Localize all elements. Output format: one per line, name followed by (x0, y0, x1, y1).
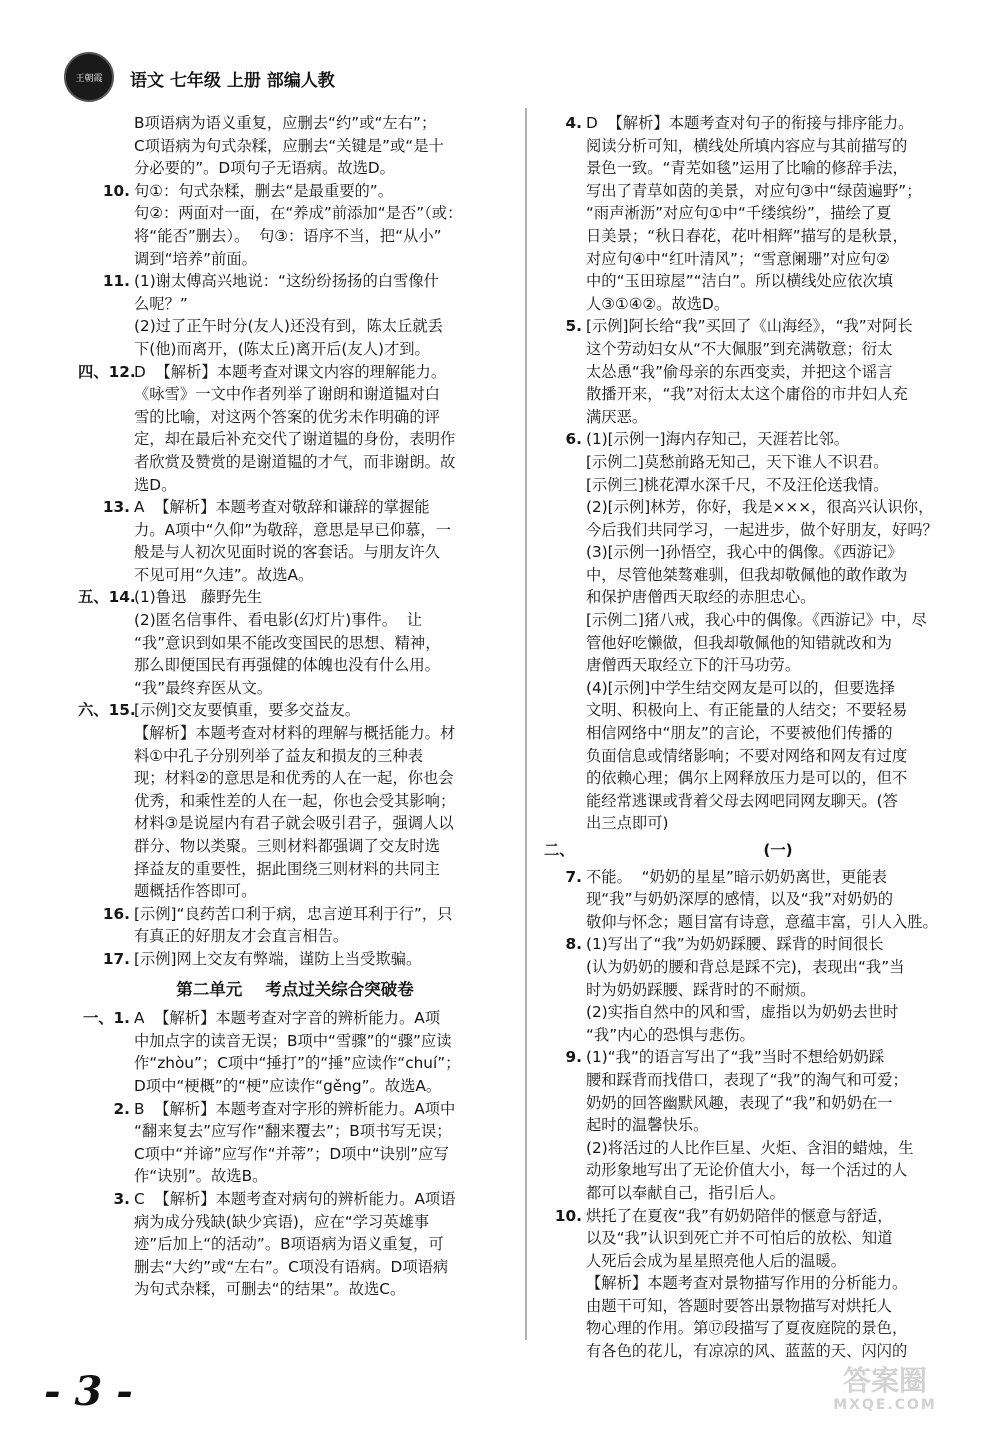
answer-text: C 【解析】本题考查对病句的辨析能力。A项语 病为成分残缺(缺少宾语)，应在“学习英雄事 迹”后加上“的活动”。B项语病为语义重复，可 删去“大约”或“左右”。C项没有语病。D项语病 为句式杂糅，可删去“的结果”。故选C。 (134, 1189, 456, 1299)
answer-text: (1)[示例一]海内存知己，天涯若比邻。 [示例二]莫愁前路无知己，天下谁人不识君。 [示例三]桃花潭水深千尺，不及汪伦送我情。 (2)[示例]林芳，你好，我是×××，很高兴认识你， 今后我们共同学习，一起进步，做个好朋友，好吗？ (3)[示例一]孙悟空，我心中的偶像。《西游记》 中，尽管他桀骜难驯，但我却敬佩他的敢作敢为 和保护唐僧西天取经的赤胆忠心。 [示例二]猪八戒，我心中的偶像。《西游记》中，尽 管他好吃懒做，但我却敬佩他的知错就改和为 唐僧西天取经立下的汗马功劳。 (4)[示例]中学生结交网友是可以的，但要选择 文明、积极向上、有正能量的人结交；不要轻易 相信网络中“朋友”的言论，不要被他们传播的 负面信息或情绪影响；不要对网络和网友有过度 的依赖心理；偶尔上网释放压力是可以的，但不 能经常逃课或背着父母去网吧同网友聊天。(答 出三点即可) (586, 430, 938, 833)
answer-item (78, 1098, 512, 1188)
answer-text: D 【解析】本题考查对句子的衔接与排序能力。 阅读分析可知，横线处所填内容应与其前描写的 景色一致。“青芜如毯”运用了比喻的修辞手法， 写出了青草如茵的美景，对应句③中“绿茵遍野”； “雨声淅沥”对应句①中“千缕缤纷”，描绘了夏 日美景；“秋日春花，花叶相辉”描写的是秋景， 对应句④中“红叶清风”；“雪意阑珊”对应句② 中的“玉田琼屋”“洁白”。所以横线处应依次填 人③①④②。故选D。 (586, 114, 922, 313)
page-header (60, 52, 960, 102)
answer-number: 四、12. (78, 362, 136, 381)
answer-text: [示例]阿长给“我”买回了《山海经》，“我”对阿长 这个劳动妇女从“不大佩服”到充满敬意；衍太 太怂恿“我”偷母亲的东西变卖，并把这个谣言 散播开来，“我”对衍太太这个庸俗的市井妇人充 满厌恶。 (586, 317, 913, 426)
answer-text: B 【解析】本题考查对字形的辨析能力。A项中 “翻来复去”应写作“翻来覆去”；B项书写无误； C项中“并谛”应写作“并蒂”；D项中“诀别”应写 作“诀别”。故选B。 (134, 1099, 456, 1186)
answer-number: 17. (102, 949, 130, 968)
answer-item (78, 1188, 512, 1301)
right-answer-list-2 (544, 866, 970, 1363)
publisher-logo (64, 52, 114, 102)
answer-text: (1)鲁迅 藤野先生 (2)匿名信事件、看电影(幻灯片)事件。 让 “我”意识到如果不能改变国民的思想、精神， 那么即便国民有再强健的体魄也没有什么用。 “我”最终弃医从文。 (134, 588, 441, 697)
answer-text: B项语病为语义重复，应删去“约”或“左右”； C项语病为句式杂糅，应删去“关键是”或“是十 分必要的”。D项句子无语病。故选D。 (134, 114, 444, 178)
answer-text: A 【解析】本题考查对字音的辨析能力。A项 中加点字的读音无误；B项中“雪骤”的“骤”应读 作“zhòu”；C项中“捶打”的“捶”应读作“chuí”； D项中“梗概”的“梗”应读作“gěng”。故选A。 (134, 1009, 461, 1095)
answer-number: 11. (102, 272, 130, 291)
right-answer-list (544, 112, 970, 835)
answer-text: [示例]交友要慎重，要多交益友。 【解析】本题考查对材料的理解与概括能力。材 料①中孔子分别列举了益友和损友的三种表 现；材料②的意思是和优秀的人在一起，你也会 优秀，和乘性差的人在一起，你也会受其影响； 材料③是说屋内有君子就会吸引君子，强调人以 群分、物以类聚。三则材料都强调了交友时选 择益友的重要性，据此围绕三则材料的共同主 题概括作答即可。 (134, 701, 456, 901)
answer-number: 五、14. (78, 588, 136, 607)
answer-number: 7. (565, 867, 582, 886)
answer-item (78, 699, 512, 902)
left-column (78, 112, 512, 1301)
answer-item (78, 1007, 512, 1097)
answer-item (78, 948, 512, 971)
answer-number: 5. (565, 317, 582, 336)
subsection-number: 二、 (544, 841, 575, 859)
answer-item (78, 903, 512, 948)
answer-number: 10. (554, 1206, 582, 1225)
answer-item (78, 270, 512, 360)
answer-number: 13. (102, 498, 130, 517)
section-title: 第二单元 考点过关综合突破卷 (176, 979, 414, 999)
answer-item (78, 586, 512, 699)
answer-number: 8. (565, 935, 582, 954)
answer-number: 一、1. (82, 1009, 130, 1028)
answer-number: 4. (565, 114, 582, 132)
answer-number (78, 112, 134, 180)
answer-text: (1)写出了“我”为奶奶踩腰、踩背的时间很长 (认为奶奶的腰和背总是踩不完)，表现出“我”当 时为奶奶踩腰、踩背时的不耐烦。 (2)实指自然中的风和雪，虚指以为奶奶去世时 “我”内心的恐惧与悲伤。 (586, 935, 905, 1044)
left-answer-list-2 (78, 1007, 512, 1301)
answer-text: [示例]“良药苦口利于病，忠言逆耳利于行”，只 有真正的好朋友才会直言相告。 (134, 904, 453, 946)
subsection-heading (544, 839, 970, 862)
page-number-value: 3 (74, 1368, 103, 1415)
answer-item (544, 315, 970, 428)
answer-item (544, 866, 970, 934)
answer-text: A 【解析】本题考查对敬辞和谦辞的掌握能 力。A项中“久仰”为敬辞，意思是早已仰慕，一 般是与人初次见面时说的客套话。与朋友许久 不见可用“久违”。故选A。 (134, 498, 451, 584)
answer-text: D 【解析】本题考查对课文内容的理解能力。 《咏雪》一文中作者列举了谢朗和谢道韫对白 雪的比喻，对这两个答案的优劣未作明确的评 定，却在最后补充交代了谢道韫的身份，表明作 者欣赏及赞赏的是谢道韫的才气，而非谢朗。故 选D。 (134, 362, 456, 494)
answer-number: 10. (102, 181, 130, 200)
answer-number: 6. (565, 430, 582, 449)
watermark-main: 答案圈 (842, 1364, 927, 1397)
answer-item (78, 112, 512, 180)
subsection-label: (一) (763, 841, 793, 859)
answer-item (544, 112, 970, 315)
answer-number: 3. (113, 1189, 130, 1208)
answer-number: 2. (113, 1099, 130, 1118)
logo-text: 王朝霞 (75, 74, 103, 84)
answer-text: 句①：句式杂糅，删去“是最重要的”。 句②：两面对一面，在“养成”前添加“是否”（或： 将“能否”删去）。 句③：语序不当，把“从小” 调到“培养”前面。 (134, 181, 463, 268)
answer-text: 烘托了在夏夜“我”有奶奶陪伴的惬意与舒适， 以及“我”认识到死亡并不可怕后的放松、知道 人死后会成为星星照亮他人后的温暖。 【解析】本题考查对景物描写作用的分析能力。 由题干可知，答题时要答出景物描写对烘托人 物心理的作用。第⑰段描写了夏夜庭院的景色， 有各色的花儿，有凉凉的风、蓝蓝的天、闪闪的 (586, 1206, 908, 1361)
answer-text: (1)“我”的语言写出了“我”当时不想给奶奶踩 腰和踩背而找借口，表现了“我”的淘气和可爱； 奶奶的回答幽默风趣，表现了“我”和奶奶在一 起时的温馨快乐。 (2)将活过的人比作巨星、火炬、含泪的蜡烛，生 动形象地写出了无论价值大小，每一个活过的人 都可以奉献自己，指引后人。 (586, 1048, 914, 1202)
answer-text: (1)谢太傅高兴地说：“这纷纷扬扬的白雪像什 么呢？” (2)过了正午时分(友人)还没有到，陈太丘就丢 下(他)而离开，(陈太丘)离开后(友人)才到。 (134, 272, 443, 358)
watermark (790, 1366, 980, 1414)
left-answer-list (78, 112, 512, 971)
answer-item (544, 428, 970, 835)
answer-item (544, 1205, 970, 1363)
answer-text: 不能。 “奶奶的星星”暗示奶奶离世，更能表 现“我”与奶奶深厚的感情，以及“我”对奶奶的 敬仰与怀念；题目富有诗意，意蕴丰富，引人入胜。 (586, 867, 938, 931)
header-title: 语文 七年级 上册 部编人教 (130, 71, 335, 91)
answer-number: 16. (102, 904, 130, 923)
right-column (544, 112, 970, 1363)
answer-text: [示例]网上交友有弊端，谨防上当受欺骗。 (134, 949, 422, 968)
answer-item (78, 180, 512, 270)
answer-item (78, 496, 512, 586)
answer-number: 六、15. (78, 701, 136, 720)
column-divider (525, 108, 527, 1340)
watermark-url: MXQE.COM (833, 1397, 937, 1413)
answer-item (544, 933, 970, 1046)
answer-item (544, 1046, 970, 1204)
answer-number: 9. (565, 1048, 582, 1067)
page-number: - 3 - (44, 1368, 133, 1415)
answer-item (78, 361, 512, 497)
